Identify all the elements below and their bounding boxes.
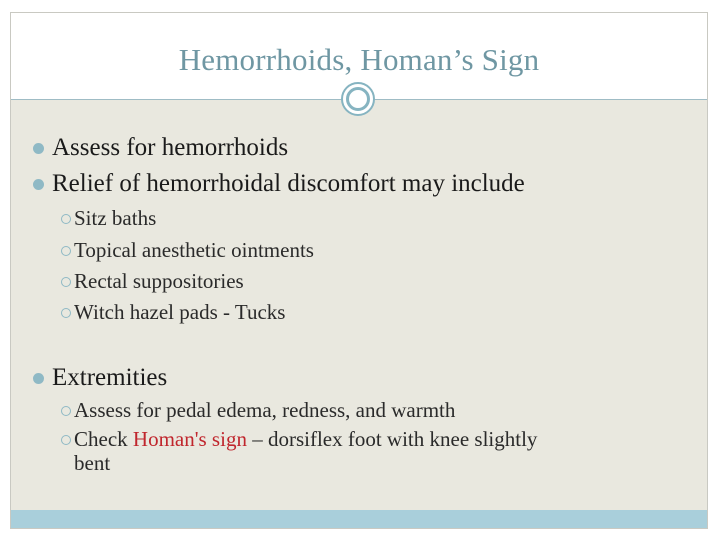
sub-bullet-suffix: – dorsiflex foot with knee slightly	[246, 427, 538, 451]
bullet-text: Assess for hemorrhoids	[52, 134, 289, 161]
hollow-circle-bullet-icon	[61, 406, 71, 416]
filled-circle-bullet-icon	[33, 373, 44, 384]
slide-content	[11, 13, 707, 528]
bullet-text: Extremities	[52, 364, 168, 391]
hollow-circle-bullet-icon	[61, 435, 71, 445]
sub-bullet-text: Topical anesthetic ointments	[74, 238, 314, 262]
sub-bullet-text: Assess for pedal edema, redness, and warmth	[74, 398, 456, 422]
footer-band	[11, 510, 707, 528]
sub-bullet-prefix: Check	[74, 427, 133, 451]
slide-title: Hemorrhoids, Homan’s Sign	[178, 42, 540, 77]
sub-bullet-text: Rectal suppositories	[74, 269, 244, 293]
slide	[10, 12, 708, 529]
filled-circle-bullet-icon	[33, 143, 44, 154]
bullet-text: Relief of hemorrhoidal discomfort may include	[52, 170, 525, 197]
sub-bullet-text: Sitz baths	[74, 206, 157, 230]
hollow-circle-bullet-icon	[61, 308, 71, 318]
hollow-circle-bullet-icon	[61, 277, 71, 287]
sub-bullet-text	[74, 427, 537, 452]
sub-bullet-text: Witch hazel pads - Tucks	[74, 300, 286, 324]
homans-sign-highlight: Homan's sign	[132, 427, 247, 451]
hollow-circle-bullet-icon	[61, 214, 71, 224]
sub-bullet-continuation: bent	[74, 451, 111, 475]
filled-circle-bullet-icon	[33, 179, 44, 190]
hollow-circle-bullet-icon	[61, 246, 71, 256]
